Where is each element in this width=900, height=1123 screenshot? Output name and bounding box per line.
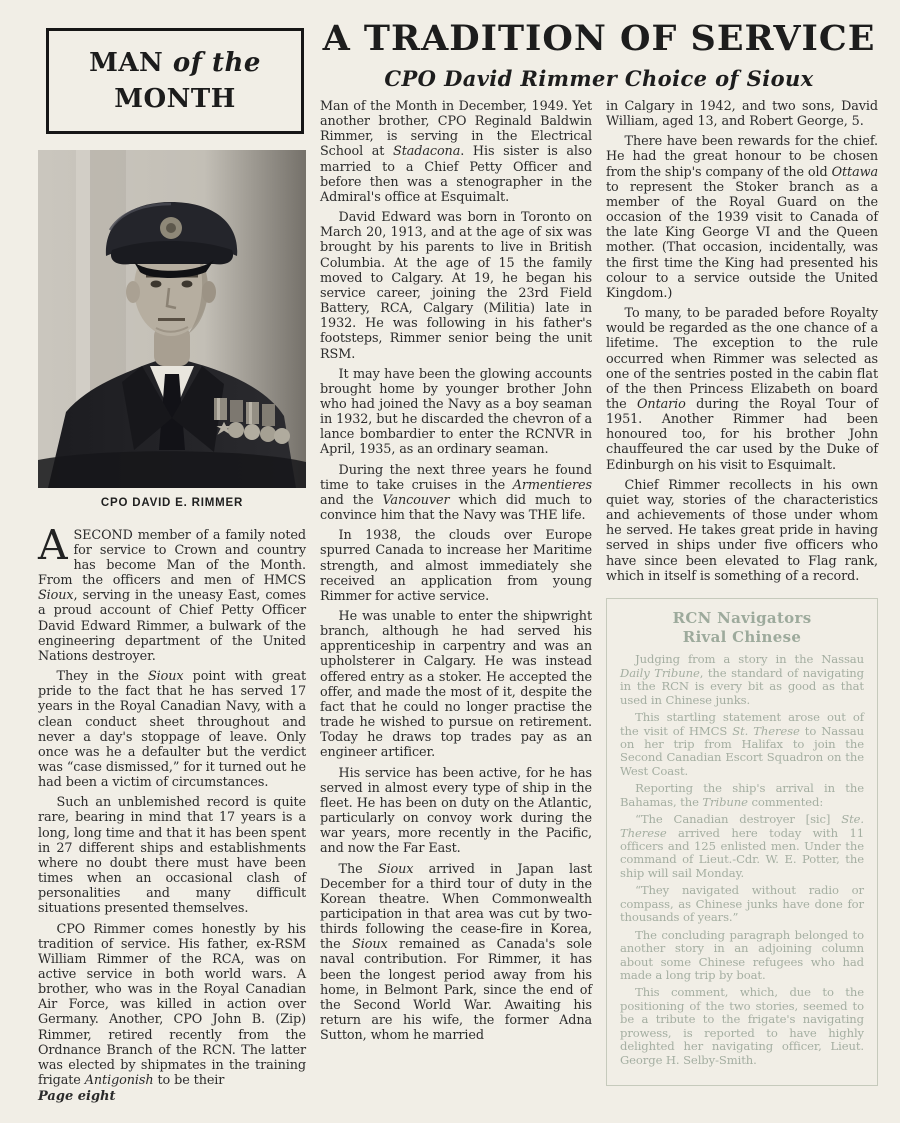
paragraph: Reporting the ship's arrival in the Bahamas, the Tribune commented: — [620, 781, 864, 809]
box-title-line-2: Rival Chinese — [682, 627, 802, 646]
man-of-the-month-badge — [46, 28, 304, 134]
box-paragraphs — [620, 653, 864, 1067]
paragraph: There have been rewards for the chief. He had the great honour to be chosen from the ship's company of the old Ottawa to represent the Stoker branch as a member of the Royal Guard on the occasion of the 1939 visit to Canada of the late King George VI and the Queen mother. (That occasion, incidentally, was the first time the King had presented his colour to a service outside the United Kingdom.) — [606, 134, 878, 301]
photo-caption: CPO DAVID E. RIMMER — [100, 497, 244, 509]
right-column-paragraphs — [606, 99, 878, 584]
paragraph: Man of the Month in December, 1949. Yet another brother, CPO Reginald Baldwin Rimmer, is serving in the Electrical School at Stadacona. His sister is also married to a Chief Petty Officer and before then was a stenographer in the Admiral's office at Esquimalt. — [320, 99, 592, 205]
middle-column-paragraphs — [320, 99, 592, 1043]
paragraph: His service has been active, for he has served in almost every type of ship in the fleet. He has been on duty on the Atlantic, particularly on convoy work during the war years, more recently in the Pacific, and now the Far East. — [320, 765, 592, 857]
left-column-text — [38, 520, 306, 1089]
dropcap-letter: A — [38, 520, 68, 569]
box-title — [620, 609, 864, 647]
portrait-photo — [38, 150, 306, 488]
paragraph: In 1938, the clouds over Europe spurred Canada to increase her Maritime strength, and almost immediately she received an application from young Rimmer for active service. — [320, 528, 592, 604]
paragraph: David Edward was born in Toronto on March 20, 1913, and at the age of six was brought by his parents to live in British Columbia. At the age of 15 the family moved to Calgary. At 19, he began his service career, joining the 23rd Field Battery, RCA, Calgary (Militia) late in 1932. He was following in his father's footsteps, Rimmer senior being the unit RSM. — [320, 210, 592, 362]
paragraph: “The Canadian destroyer [sic] Ste. Therese arrived here today with 11 officers and 125 enlisted men. Under the command of Lieut.-Cdr. W. E. Potter, the ship will sail Monday. — [620, 812, 864, 880]
badge-line-1: MAN of the — [89, 48, 261, 78]
paragraph: Chief Rimmer recollects in his own quiet way, stories of the characteristics and achievements of those under whom he served. He takes great pride in having served in ships under five officers who have since been elevated to Flag rank, which in itself is something of a record. — [606, 477, 878, 584]
paragraph: The Sioux arrived in Japan last December for a third tour of duty in the Korean theatre. When Commonwealth participation in that area was cut by two-thirds following the cease-fire in Korea, the Sioux remained as Canada's sole naval contribution. For Rimmer, it has been the longest period away from his home, in Belmont Park, since the end of the Second World War. Awaiting his return are his wife, the former Adna Sutton, whom he married — [320, 861, 592, 1044]
column-middle — [320, 99, 592, 1048]
page-title: A TRADITION OF SERVICE — [322, 18, 876, 59]
box-title-line-1: RCN Navigators — [672, 608, 812, 627]
paragraph: It may have been the glowing accounts brought home by younger brother John who had joined the Navy as a boy seaman in 1932, but he discarded the chevron of a lance bombardier to enter the RCNVR in April, 1935, as an ordinary seaman. — [320, 366, 592, 458]
badge-line-2: MONTH — [114, 84, 236, 114]
rcn-navigators-box — [606, 598, 878, 1086]
paragraph: Such an unblemished record is quite rare, bearing in mind that 17 years is a long, long time and that it has been spent in 27 different ships and establishments where no doubt there must have been times when an occasional clash of personalities and many difficult situations presented themselves. — [38, 795, 306, 917]
paragraph: He was unable to enter the shipwright branch, although he had served his apprenticeship in carpentry and was an upholsterer in Calgary. He was instead offered entry as a stoker. He accepted the offer, and made the most of it, despite the fact that he could no longer practise the trade he wished to pursue on retirement. Today he draws top trades pay as an engineer artificer. — [320, 609, 592, 761]
paragraph: The concluding paragraph belonged to another story in an adjoining column about some Chinese refugees who had made a long trip by boat. — [620, 927, 864, 982]
page-subtitle: CPO David Rimmer Choice of Sioux — [384, 66, 814, 91]
paragraph: They in the Sioux point with great pride to the fact that he has served 17 years in the Royal Canadian Navy, with a clean conduct sheet throughout and never a day's stoppage of leave. Only once was he a defaulter but the verdict was “case dismissed,” for it turned out he had been a victim of circumstances. — [38, 669, 306, 791]
column-right — [606, 99, 878, 1086]
paragraph: in Calgary in 1942, and two sons, David William, aged 13, and Robert George, 5. — [606, 99, 878, 130]
paragraph: This comment, which, due to the positioning of the two stories, seemed to be a tribute to the frigate's navigating prowess, is reported to have highly delighted her navigating officer, Lieut. George H. Selby-Smith. — [620, 985, 864, 1067]
paragraph: “They navigated without radio or compass, as Chinese junks have done for thousands of years.” — [620, 883, 864, 925]
page-number: Page eight — [38, 1089, 116, 1104]
paragraph: CPO Rimmer comes honestly by his tradition of service. His father, ex-RSM William Rimmer of the RCA, was on active service in both world wars. A brother, who was in the Royal Canadian Air Force, was killed in action over Germany. Another, CPO John B. (Zip) Rimmer, retired recently from the Ordnance Branch of the RCN. The latter was elected by shipmates in the training frigate Antigonish to be their — [38, 921, 306, 1089]
paragraph: This startling statement arose out of the visit of HMCS St. Therese to Nassau on her trip from Halifax to join the Second Canadian Escort Squadron on the West Coast. — [620, 710, 864, 778]
column-left — [38, 150, 306, 1093]
lead-text: SECOND member of a family noted for service to Crown and country has become Man of the Month. From the officers and men of HMCS Sioux, serving in the uneasy East, comes a proud account of Chief Petty Officer David Edward Rimmer, a bulwark of the engineering department of the United Nations destroyer. — [38, 527, 306, 664]
lead-paragraph — [38, 520, 306, 664]
paragraph: To many, to be paraded before Royalty would be regarded as the one chance of a lifetime. The exception to the rule occurred when Rimmer was selected as one of the sentries posted in the cabin flat of the then Princess Elizabeth on board the Ontario during the Royal Tour of 1951. Another Rimmer had been honoured too, for his brother John chauffeured the car used by the Duke of Edinburgh on his visit to Esquimalt. — [606, 306, 878, 473]
paragraph: Judging from a story in the Nassau Daily Tribune, the standard of navigating in the RCN is every bit as good as that used in Chinese junks. — [620, 652, 864, 707]
left-column-paragraphs — [38, 669, 306, 1088]
headline-block — [312, 18, 886, 91]
paragraph: During the next three years he found time to take cruises in the Armentieres and the Vancouver which did much to convince him that the Navy was THE life. — [320, 462, 592, 524]
